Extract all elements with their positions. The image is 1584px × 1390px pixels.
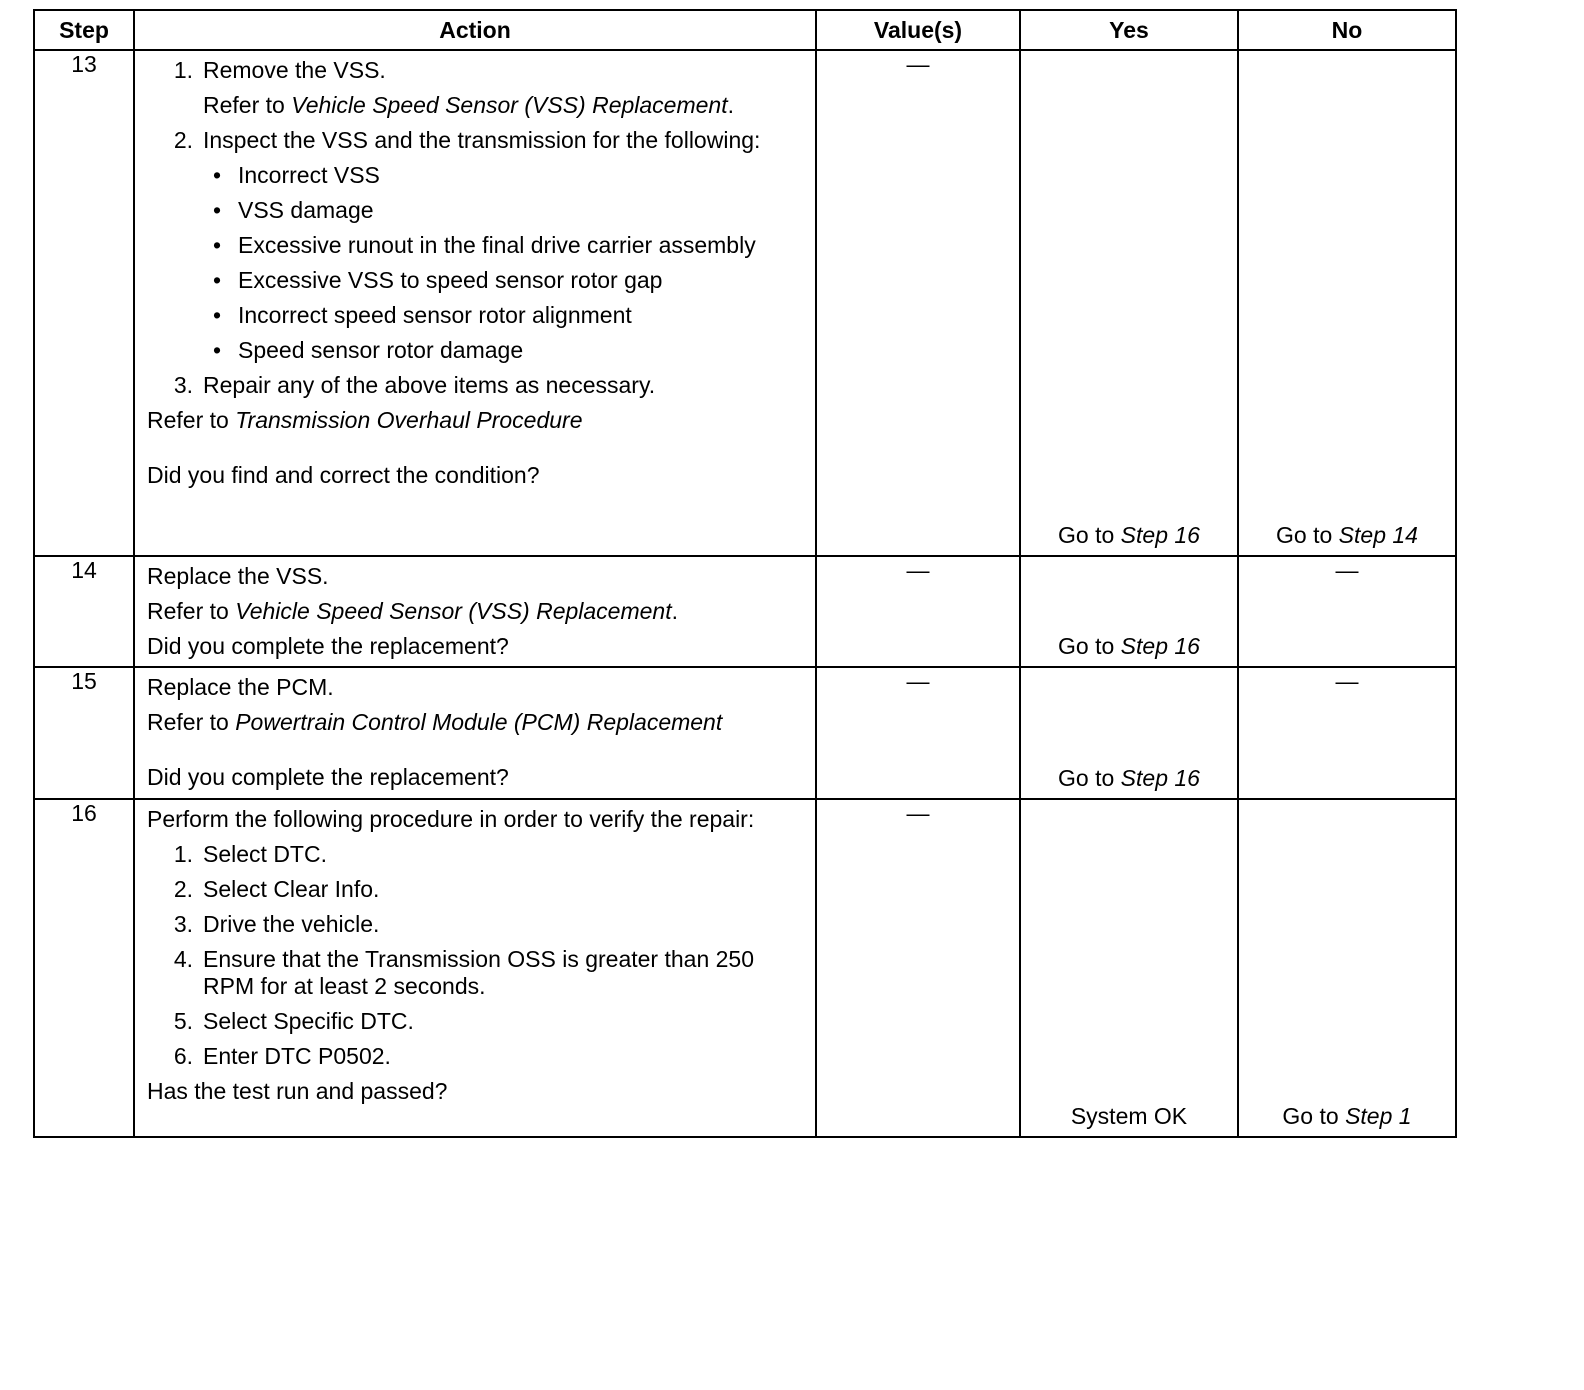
no-step-link: Step 1 [1345,1103,1412,1129]
question-text: Did you complete the replacement? [147,633,509,659]
question-text: Has the test run and passed? [147,1078,448,1104]
list-text: Select Clear Info. [203,876,380,902]
header-action: Action [134,10,816,50]
bullet-text: Incorrect VSS [238,162,380,188]
list-item [147,841,805,868]
reference-suffix: . [671,598,678,624]
list-item [147,911,805,938]
bullet-text: Excessive VSS to speed sensor rotor gap [238,267,663,293]
list-number: 2. [173,876,193,902]
yes-prefix: Go to [1058,765,1121,791]
list-number: 3. [173,372,193,398]
yes-cell [1020,799,1238,1137]
list-text: Remove the VSS. [203,57,386,83]
action-cell [134,50,816,556]
yes-cell [1020,556,1238,667]
list-text: Ensure that the Transmission OSS is greater than 250 RPM for at least 2 seconds. [203,946,755,999]
value-cell: — [816,556,1020,667]
action-intro: Perform the following procedure in order to verify the repair: [147,806,755,832]
value-cell: — [816,799,1020,1137]
yes-step-link: Step 16 [1120,633,1200,659]
bullet-item [147,267,805,294]
no-prefix: Go to [1282,1103,1346,1129]
bullet-item [147,162,805,189]
bullet-mark: • [213,337,222,363]
bullet-mark: • [213,162,222,188]
list-text: Enter DTC P0502. [203,1043,391,1069]
bullet-item [147,232,805,259]
yes-cell [1020,50,1238,556]
no-prefix: Go to [1276,522,1339,548]
bullet-text: Excessive runout in the final drive carrier assembly [238,232,756,258]
reference-title: Powertrain Control Module (PCM) Replacement [235,709,723,735]
bullet-mark: • [213,197,222,223]
bullet-text: VSS damage [238,197,374,223]
list-text: Repair any of the above items as necessary. [203,372,656,398]
bullet-item [147,337,805,364]
reference-line [147,598,805,625]
bullet-mark: • [213,267,222,293]
table-row-step-13 [34,50,1456,556]
list-item [147,946,805,1000]
list-text: Select Specific DTC. [203,1008,414,1034]
table-row-step-16 [34,799,1456,1137]
reference-prefix: Refer to [203,92,292,118]
no-cell [1238,799,1456,1137]
step-number: 13 [34,50,134,556]
table-row-step-15 [34,667,1456,799]
bullet-mark: • [213,232,222,258]
list-number: 1. [173,57,193,83]
reference-line [147,407,805,434]
action-line: Replace the PCM. [147,674,334,700]
list-text: Select DTC. [203,841,327,867]
no-step-link: Step 14 [1338,522,1418,548]
header-values: Value(s) [816,10,1020,50]
yes-cell [1020,667,1238,799]
list-text: Inspect the VSS and the transmission for the following: [203,127,761,153]
reference-title: Vehicle Speed Sensor (VSS) Replacement [235,598,672,624]
list-item [147,127,805,154]
yes-step-link: Step 16 [1120,765,1200,791]
reference-title: Vehicle Speed Sensor (VSS) Replacement [291,92,728,118]
value-cell: — [816,50,1020,556]
header-no: No [1238,10,1456,50]
yes-step-link: Step 16 [1120,522,1200,548]
reference-prefix: Refer to [147,598,236,624]
list-number: 1. [173,841,193,867]
bullet-text: Incorrect speed sensor rotor alignment [238,302,632,328]
list-number: 2. [173,127,193,153]
reference-suffix: . [727,92,734,118]
step-number: 14 [34,556,134,667]
yes-prefix: Go to [1058,633,1121,659]
reference-title: Transmission Overhaul Procedure [235,407,583,433]
no-cell [1238,50,1456,556]
action-line: Replace the VSS. [147,563,329,589]
bullet-item [147,197,805,224]
list-item [147,372,805,399]
yes-prefix: Go to [1058,522,1121,548]
reference-line [147,92,805,119]
action-cell [134,556,816,667]
reference-line [147,709,805,736]
yes-text: System OK [1070,1103,1188,1129]
list-item [147,876,805,903]
bullet-item [147,302,805,329]
action-cell [134,799,816,1137]
no-cell: — [1238,556,1456,667]
no-cell: — [1238,667,1456,799]
header-row [34,10,1456,50]
list-number: 6. [173,1043,193,1069]
list-text: Drive the vehicle. [203,911,380,937]
action-cell [134,667,816,799]
bullet-text: Speed sensor rotor damage [238,337,524,363]
table-row-step-14 [34,556,1456,667]
question-text: Did you complete the replacement? [147,764,509,790]
reference-prefix: Refer to [147,709,236,735]
value-cell: — [816,667,1020,799]
diagnostic-table [33,9,1457,1138]
bullet-mark: • [213,302,222,328]
list-number: 3. [173,911,193,937]
question-text: Did you find and correct the condition? [147,462,540,488]
header-step: Step [34,10,134,50]
step-number: 15 [34,667,134,799]
list-number: 4. [173,946,193,972]
step-number: 16 [34,799,134,1137]
list-item [147,57,805,84]
list-number: 5. [173,1008,193,1034]
list-item [147,1008,805,1035]
header-yes: Yes [1020,10,1238,50]
list-item [147,1043,805,1070]
reference-prefix: Refer to [147,407,236,433]
